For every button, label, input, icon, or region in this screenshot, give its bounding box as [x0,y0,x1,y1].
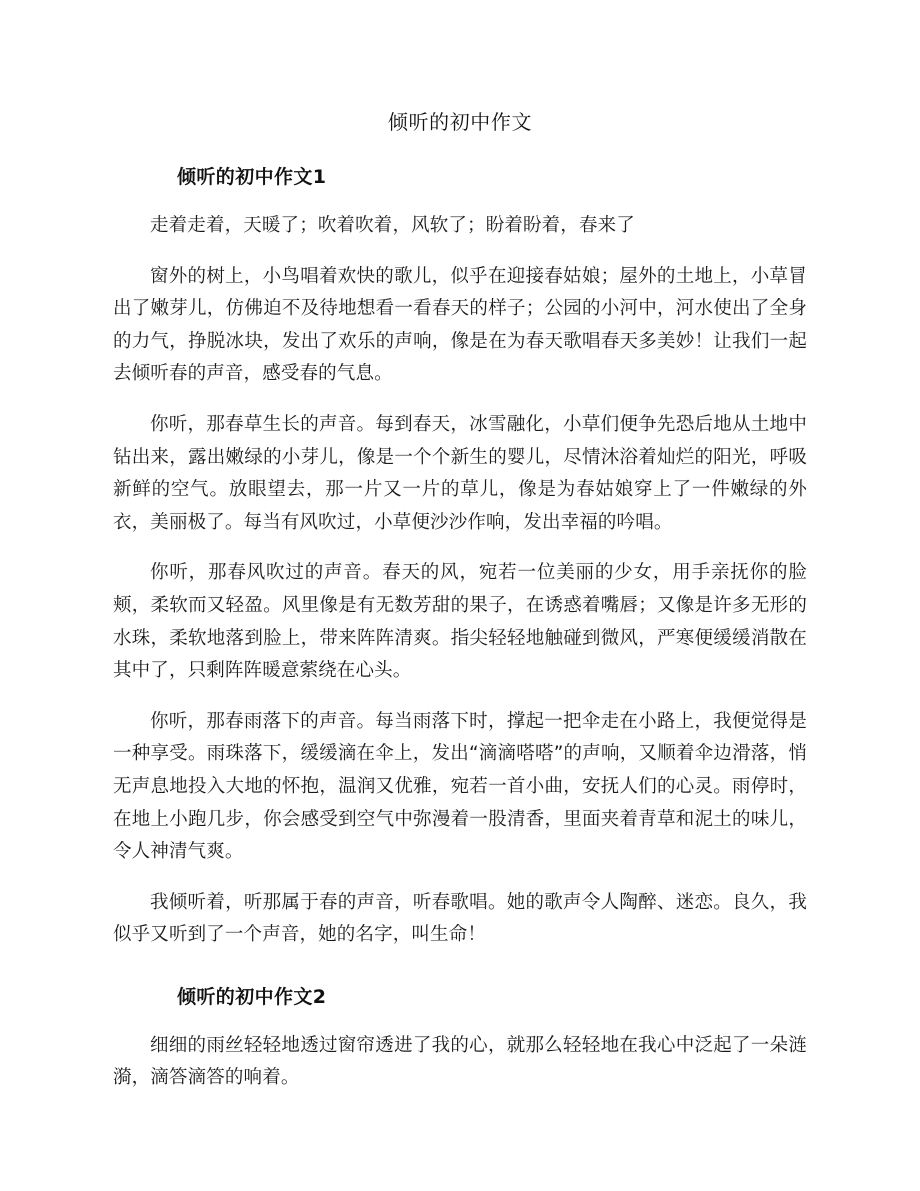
spacer [113,539,807,557]
spacer [113,869,807,887]
paragraph: 你听，那春雨落下的声音。每当雨落下时，撑起一把伞走在小路上，我便觉得是一种享受。雨珠落下，缓缓滴在伞上，发出“滴滴嗒嗒”的声响，又顺着伞边滑落，悄无声息地投入大地的怀抱，温润又优雅，宛若一首小曲，安抚人们的心灵。雨停时，在地上小跑几步，你会感受到空气中弥漫着一股清香，里面夹着青草和泥土的味儿，令人神清气爽。 [113,710,807,863]
spacer [113,952,807,982]
spacer [113,192,807,210]
document-content [113,0,807,1095]
page-title: 倾听的初中作文 [387,110,533,134]
section-heading-2: 倾听的初中作文2 [177,985,327,1008]
paragraph: 细细的雨丝轻轻地透过窗帘透进了我的心，就那么轻轻地在我心中泛起了一朵涟漪，滴答滴答的响着。 [113,1034,807,1089]
spacer [113,1012,807,1030]
paragraph: 你听，那春风吹过的声音。春天的风，宛若一位美丽的少女，用手亲抚你的脸颊，柔软而又轻盈。风里像是有无数芳甜的果子，在诱惑着嘴唇；又像是许多无形的水珠，柔软地落到脸上，带来阵阵清爽。指尖轻轻地触碰到微风，严寒便缓缓消散在其中了，只剩阵阵暖意萦绕在心头。 [113,562,807,682]
paragraph: 你听，那春草生长的声音。每到春天，冰雪融化，小草们便争先恐后地从土地中钻出来，露出嫩绿的小芽儿，像是一个个新生的婴儿，尽情沐浴着灿烂的阳光，呼吸新鲜的空气。放眼望去，那一片又一片的草儿，像是为春姑娘穿上了一件嫩绿的外衣，美丽极了。每当有风吹过，小草便沙沙作响，发出幸福的吟唱。 [113,413,807,533]
paragraph: 走着走着，天暖了；吹着吹着，风软了；盼着盼着，春来了 [150,215,635,236]
section-heading-1: 倾听的初中作文1 [177,166,327,188]
paragraph: 我倾听着，听那属于春的声音，听春歌唱。她的歌声令人陶醉、迷恋。良久，我似乎又听到了一个声音，她的名字，叫生命！ [113,891,807,946]
spacer [113,137,807,162]
spacer [113,391,807,409]
spacer [113,688,807,706]
spacer [113,243,807,261]
paragraph: 窗外的树上，小鸟唱着欢快的歌儿，似乎在迎接春姑娘；屋外的土地上，小草冒出了嫩芽儿，仿佛迫不及待地想看一看春天的样子；公园的小河中，河水使出了全身的力气，挣脱冰块，发出了欢乐的声响，像是在为春天歌唱春天多美妙！让我们一起去倾听春的声音，感受春的气息。 [113,265,807,385]
